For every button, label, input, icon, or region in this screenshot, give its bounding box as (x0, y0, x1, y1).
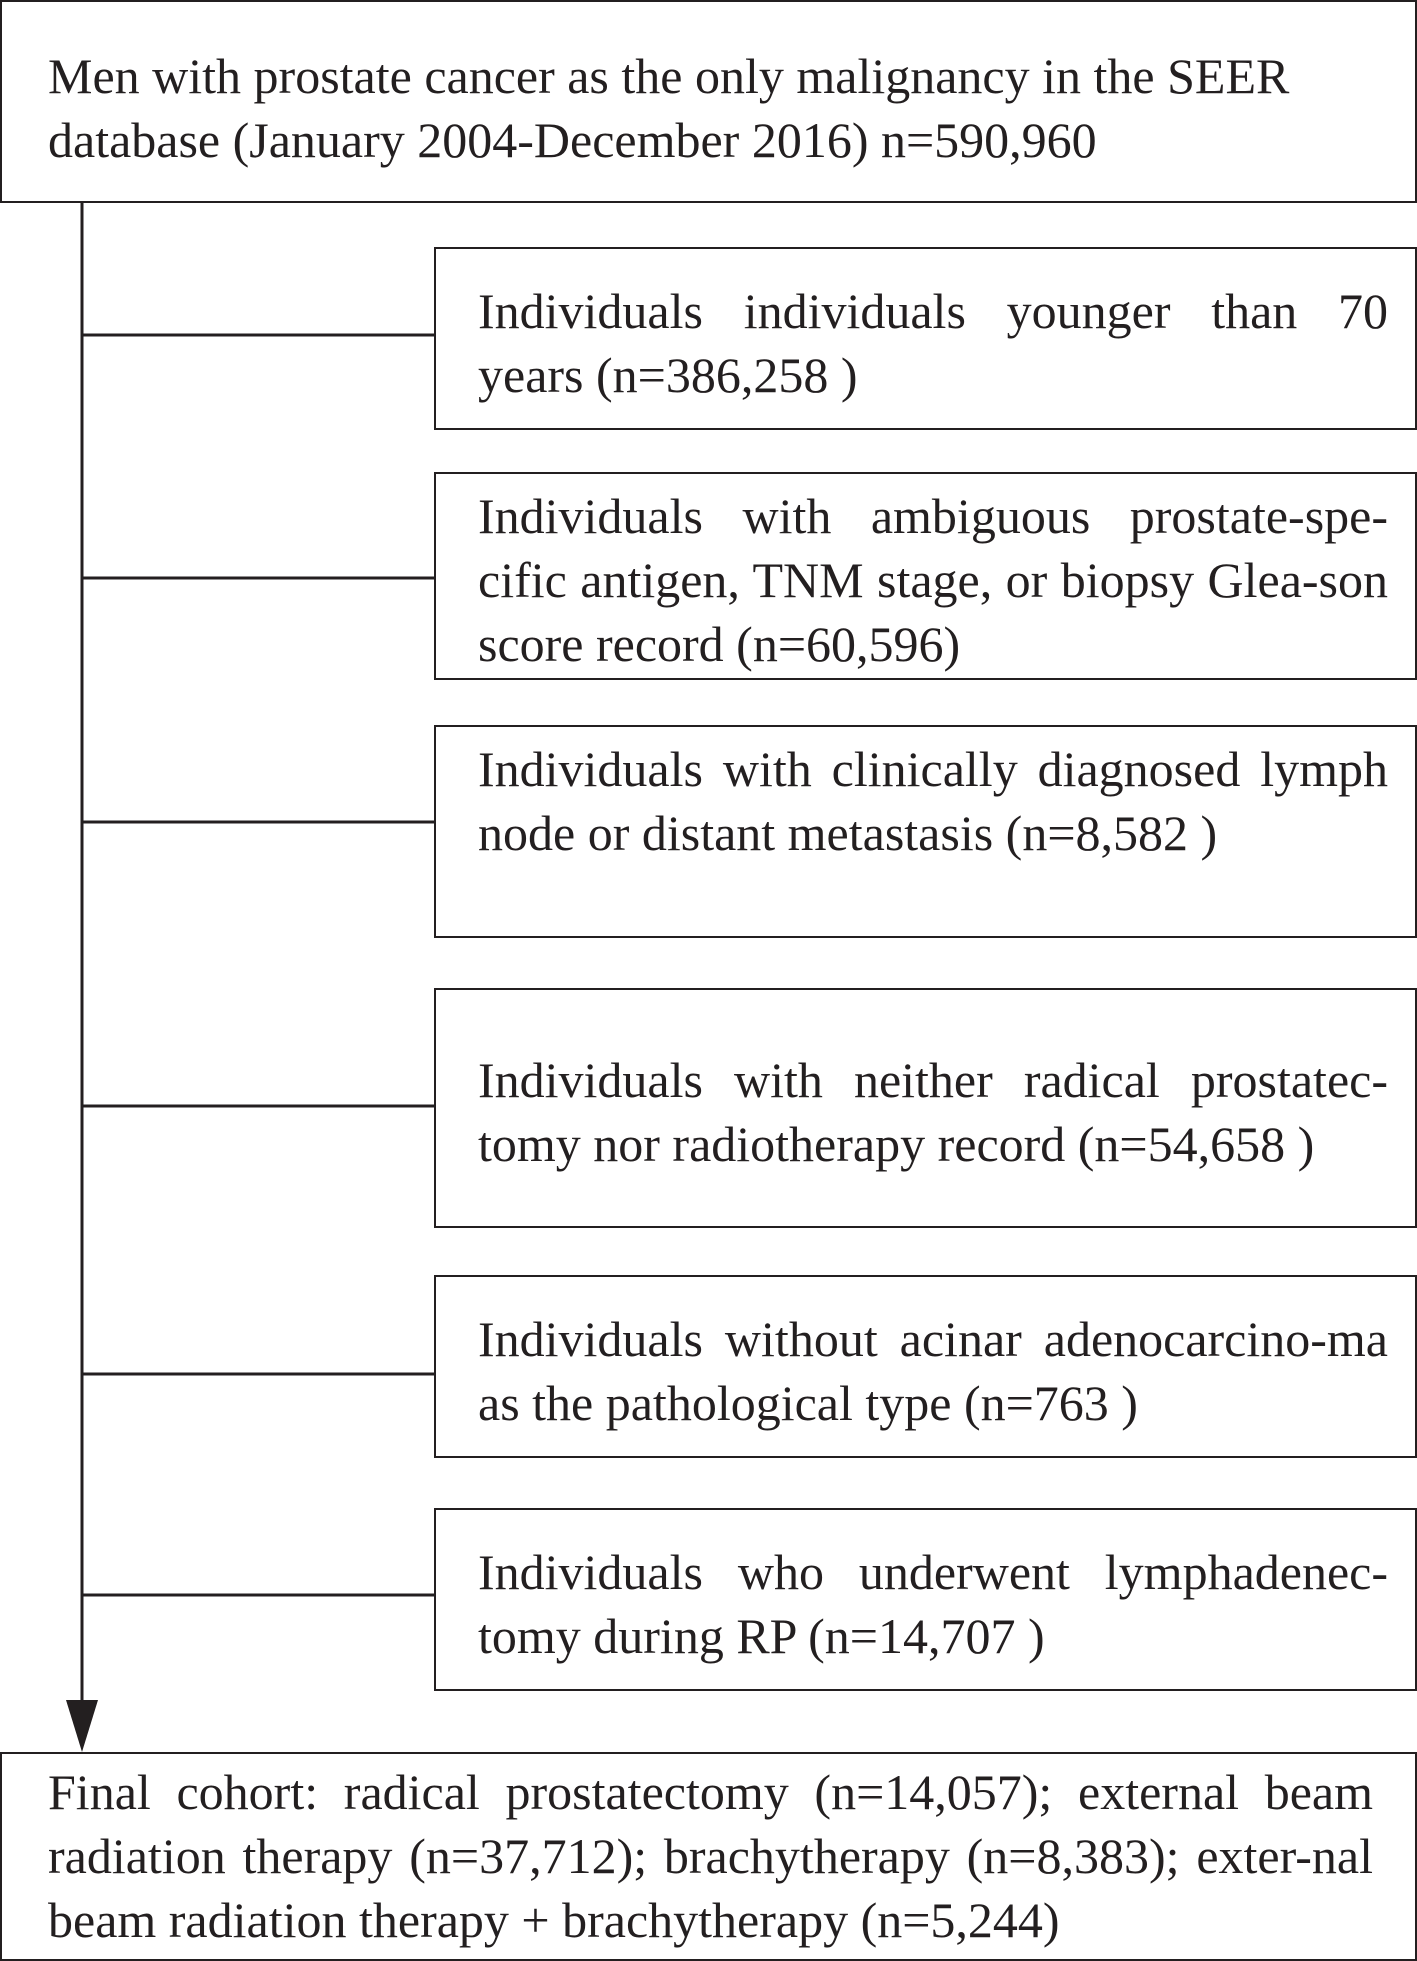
start-box-text: Men with prostate cancer as the only malignancy in the SEER database (January 2004-December 2016) n=590,960 (48, 48, 1290, 168)
exclusion-text-1: Individuals individuals younger than 70 years (n=386,258 ) (478, 283, 1388, 403)
final-cohort-text: Final cohort: radical prostatectomy (n=14,057); external beam radiation therapy (n=37,712); brachytherapy (n=8,383); exter-nal beam radiation therapy + brachytherapy (n=5,244) (48, 1764, 1373, 1948)
exclusion-text-4: Individuals with neither radical prostatec-tomy nor radiotherapy record (n=54,658 ) (478, 1052, 1388, 1172)
exclusion-box-5 (434, 1275, 1417, 1458)
exclusion-text-6: Individuals who underwent lymphadenec-tomy during RP (n=14,707 ) (478, 1544, 1388, 1664)
exclusion-box-3 (434, 725, 1417, 938)
exclusion-box-4 (434, 988, 1417, 1228)
arrowhead-down-icon (66, 1700, 98, 1752)
final-cohort-box (0, 1752, 1417, 1961)
exclusion-text-5: Individuals without acinar adenocarcino-ma as the pathological type (n=763 ) (478, 1311, 1388, 1431)
exclusion-box-1 (434, 247, 1417, 430)
exclusion-text-2: Individuals with ambiguous prostate-spe-cific antigen, TNM stage, or biopsy Glea-son score record (n=60,596) (478, 488, 1388, 672)
exclusion-text-3: Individuals with clinically diagnosed lymph node or distant metastasis (n=8,582 ) (478, 741, 1388, 861)
exclusion-box-2 (434, 472, 1417, 680)
exclusion-box-6 (434, 1508, 1417, 1691)
start-box (0, 0, 1417, 203)
